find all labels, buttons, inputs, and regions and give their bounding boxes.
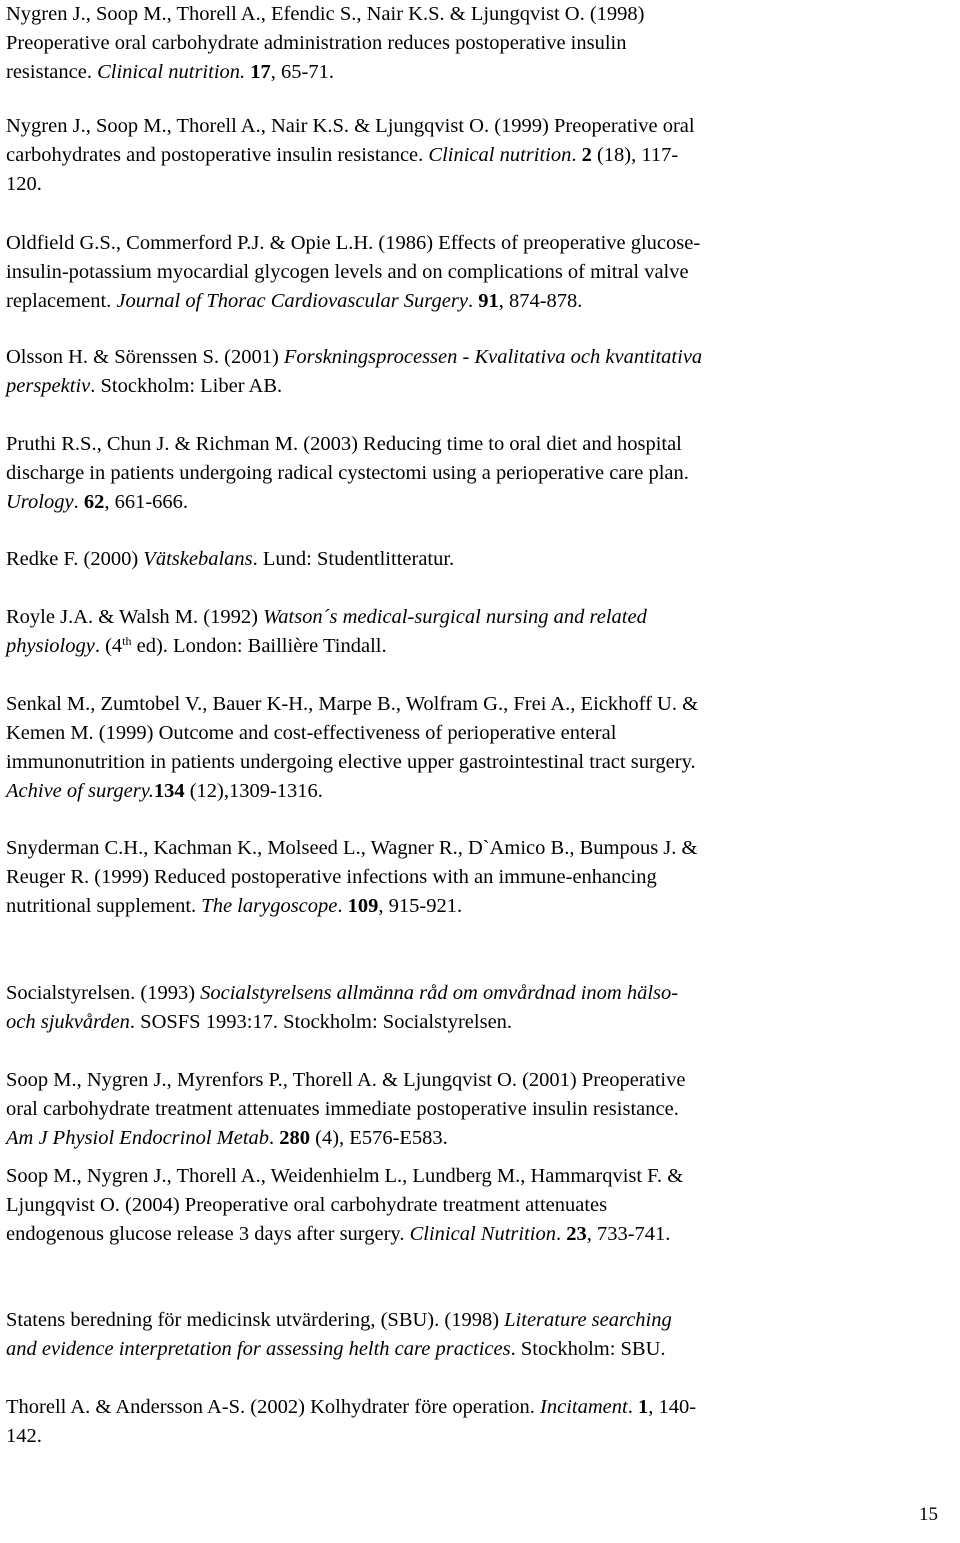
text-segment: . Stockholm: Liber AB. (90, 375, 283, 397)
bold-text: 17 (250, 61, 271, 83)
reference-line (6, 632, 946, 661)
text-segment: , 874-878. (498, 290, 583, 312)
reference-line (6, 690, 946, 719)
text-segment: carbohydrates and postoperative insulin resistance. (6, 144, 429, 166)
text-segment: . (337, 895, 348, 917)
reference-line (6, 258, 946, 287)
text-segment: nutritional supplement. (6, 895, 202, 917)
text-segment: . Stockholm: SBU. (510, 1338, 666, 1360)
text-segment: , 733-741. (586, 1223, 671, 1245)
text-segment: immunonutrition in patients undergoing elective upper gastrointestinal tract surgery. (6, 751, 696, 773)
reference-line (6, 603, 946, 632)
reference-entry (6, 1306, 946, 1364)
text-segment: oral carbohydrate treatment attenuates immediate postoperative insulin resistance. (6, 1098, 679, 1120)
italic-text: physiology (6, 635, 95, 657)
text-segment: , 65-71. (270, 61, 334, 83)
reference-line (6, 58, 946, 87)
italic-text: Socialstyrelsens allmänna råd om omvårdnad inom hälso- (200, 982, 679, 1004)
italic-text: Clinical Nutrition (409, 1223, 556, 1245)
superscript-text: th (122, 634, 132, 648)
italic-text: Watson´s medical-surgical nursing and related (263, 606, 647, 628)
text-segment: Pruthi R.S., Chun J. & Richman M. (2003) Reducing time to oral diet and hospital (6, 433, 682, 455)
text-segment: Kemen M. (1999) Outcome and cost-effectiveness of perioperative enteral (6, 722, 617, 744)
text-segment: 120. (6, 173, 42, 195)
text-segment: Reuger R. (1999) Reduced postoperative infections with an immune-enhancing (6, 866, 657, 888)
reference-line (6, 343, 946, 372)
text-segment: Nygren J., Soop M., Thorell A., Nair K.S. & Ljungqvist O. (1999) Preoperative oral (6, 115, 695, 137)
reference-entry (6, 0, 946, 87)
text-segment: insulin-potassium myocardial glycogen levels and on complications of mitral valve (6, 261, 689, 283)
reference-line (6, 488, 946, 517)
text-segment: , 661-666. (104, 491, 189, 513)
text-segment: . Lund: Studentlitteratur. (252, 548, 455, 570)
reference-line (6, 1422, 946, 1451)
text-segment: 142. (6, 1425, 42, 1447)
text-segment: . (467, 290, 479, 312)
reference-entry (6, 603, 946, 661)
text-segment: Statens beredning för medicinsk utvärdering, (SBU). (1998) (6, 1309, 505, 1331)
reference-line (6, 170, 946, 199)
italic-text: Clinical nutrition. (97, 61, 246, 83)
text-segment: . SOSFS 1993:17. Stockholm: Socialstyrelsen. (129, 1011, 513, 1033)
bold-text: 62 (83, 491, 105, 513)
bold-text: 134 (153, 780, 185, 802)
reference-line (6, 719, 946, 748)
text-segment: , 140- (648, 1396, 697, 1418)
text-segment: , 915-921. (378, 895, 463, 917)
text-segment: Ljungqvist O. (2004) Preoperative oral carbohydrate treatment attenuates (6, 1194, 608, 1216)
text-segment: Preoperative oral carbohydrate administration reduces postoperative insulin (6, 32, 627, 54)
bold-text: 91 (478, 290, 499, 312)
reference-line (6, 112, 946, 141)
italic-text: Journal of Thorac Cardiovascular Surgery (116, 290, 468, 312)
reference-line (6, 372, 946, 401)
reference-line (6, 430, 946, 459)
italic-text: perspektiv (6, 375, 91, 397)
text-segment: Socialstyrelsen. (1993) (6, 982, 201, 1004)
reference-line (6, 892, 946, 921)
italic-text: Forskningsprocessen - Kvalitativa och kvantitativa (283, 346, 703, 368)
reference-line (6, 0, 946, 29)
reference-line (6, 1393, 946, 1422)
text-segment: (4), E576-E583. (310, 1127, 448, 1149)
italic-text: Urology (6, 491, 74, 513)
reference-line (6, 29, 946, 58)
reference-line (6, 1220, 946, 1249)
bold-text: 109 (347, 895, 379, 917)
reference-line (6, 459, 946, 488)
italic-text: Incitament (540, 1396, 628, 1418)
reference-line (6, 748, 946, 777)
text-segment: . (627, 1396, 638, 1418)
bold-text: 1 (637, 1396, 649, 1418)
text-segment: . (571, 144, 582, 166)
italic-text: och sjukvården (6, 1011, 130, 1033)
text-segment: endogenous glucose release 3 days after surgery. (6, 1223, 410, 1245)
text-segment: . (4 (94, 635, 123, 657)
page-number: 15 (919, 1504, 938, 1525)
text-segment: Oldfield G.S., Commerford P.J. & Opie L.H. (1986) Effects of preoperative glucose- (6, 232, 701, 254)
reference-entry (6, 343, 946, 401)
reference-line (6, 229, 946, 258)
text-segment: ed). London: Baillière Tindall. (131, 635, 387, 657)
text-segment: Snyderman C.H., Kachman K., Molseed L., Wagner R., D`Amico B., Bumpous J. & (6, 837, 698, 859)
text-segment: replacement. (6, 290, 117, 312)
text-segment: Redke F. (2000) (6, 548, 144, 570)
reference-line (6, 834, 946, 863)
reference-entry (6, 690, 946, 806)
italic-text: Achive of surgery. (6, 780, 154, 802)
text-segment: Soop M., Nygren J., Thorell A., Weidenhielm L., Lundberg M., Hammarqvist F. & (6, 1165, 684, 1187)
reference-line (6, 1162, 946, 1191)
text-segment: Thorell A. & Andersson A-S. (2002) Kolhydrater före operation. (6, 1396, 541, 1418)
reference-entry (6, 1162, 946, 1249)
text-segment: Nygren J., Soop M., Thorell A., Efendic S., Nair K.S. & Ljungqvist O. (1998) (6, 3, 645, 25)
reference-line (6, 1095, 946, 1124)
text-segment: (18), 117- (591, 144, 679, 166)
bold-text: 280 (279, 1127, 311, 1149)
reference-entry (6, 834, 946, 921)
text-segment: . (73, 491, 84, 513)
reference-entry (6, 1066, 946, 1153)
text-segment: Royle J.A. & Walsh M. (1992) (6, 606, 264, 628)
reference-entry (6, 1393, 946, 1451)
text-segment: (12),1309-1316. (184, 780, 323, 802)
reference-entry (6, 430, 946, 517)
reference-line (6, 1008, 946, 1037)
reference-line (6, 545, 946, 574)
reference-line (6, 141, 946, 170)
reference-entry (6, 979, 946, 1037)
reference-line (6, 287, 946, 316)
reference-line (6, 1335, 946, 1364)
text-segment: resistance. (6, 61, 98, 83)
italic-text: The larygoscope (201, 895, 338, 917)
reference-line (6, 1066, 946, 1095)
bold-text: 23 (566, 1223, 587, 1245)
reference-line (6, 1191, 946, 1220)
text-segment: . (555, 1223, 567, 1245)
reference-line (6, 1124, 946, 1153)
text-segment: discharge in patients undergoing radical cystectomi using a perioperative care plan. (6, 462, 689, 484)
italic-text: Vätskebalans (143, 548, 253, 570)
italic-text: Literature searching (504, 1309, 672, 1331)
reference-entry (6, 229, 946, 316)
italic-text: and evidence interpretation for assessing helth care practices (6, 1338, 511, 1360)
text-segment: Senkal M., Zumtobel V., Bauer K-H., Marpe B., Wolfram G., Frei A., Eickhoff U. & (6, 693, 699, 715)
reference-line (6, 777, 946, 806)
reference-line (6, 863, 946, 892)
bold-text: 2 (581, 144, 592, 166)
reference-line (6, 979, 946, 1008)
reference-line (6, 1306, 946, 1335)
reference-entry (6, 545, 946, 574)
italic-text: Clinical nutrition (428, 144, 572, 166)
reference-entry (6, 112, 946, 199)
text-segment: Soop M., Nygren J., Myrenfors P., Thorell A. & Ljungqvist O. (2001) Preoperative (6, 1069, 686, 1091)
italic-text: Am J Physiol Endocrinol Metab (6, 1127, 270, 1149)
text-segment: Olsson H. & Sörenssen S. (2001) (6, 346, 284, 368)
text-segment: . (269, 1127, 280, 1149)
